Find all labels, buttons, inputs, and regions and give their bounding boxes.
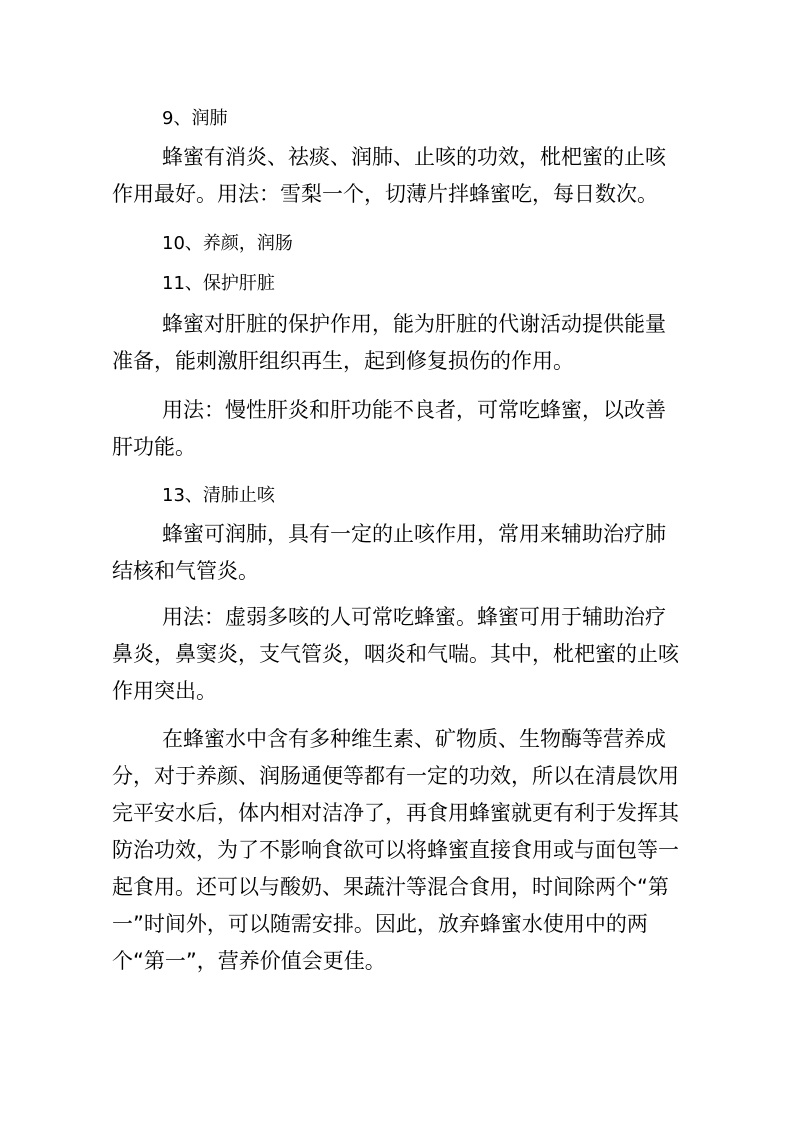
usage-paragraph: 用法：慢性肝炎和肝功能不良者，可常吃蜂蜜，以改善肝功能。 [112, 398, 666, 459]
section-heading-10: 10、养颜，润肠 [162, 233, 293, 254]
body-paragraph: 蜂蜜有消炎、祛痰、润肺、止咳的功效，枇杷蜜的止咳作用最好。用法：雪梨一个，切薄片拌蜂蜜吃，每日数次。 [112, 145, 666, 206]
section-heading-9: 9、润肺 [162, 108, 228, 129]
section-heading-13: 13、清肺止咳 [162, 485, 275, 506]
section-heading-11: 11、保护肝脏 [162, 273, 275, 294]
body-paragraph: 蜂蜜可润肺，具有一定的止咳作用，常用来辅助治疗肺结核和气管炎。 [112, 522, 666, 583]
body-paragraph: 蜂蜜对肝脏的保护作用，能为肝脏的代谢活动提供能量准备，能刺激肝组织再生，起到修复损伤的作用。 [112, 312, 666, 373]
body-paragraph: 在蜂蜜水中含有多种维生素、矿物质、生物酶等营养成分，对于养颜、润肠通便等都有一定的功效，所以在清晨饮用完平安水后，体内相对洁净了，再食用蜂蜜就更有利于发挥其防治功效，为了不影响食欲可以将蜂蜜直接食用或与面包等一起食用。还可以与酸奶、果蔬汁等混合食用，时间除两个“第一”时间外，可以随需安排。因此，放弃蜂蜜水使用中的两个“第一”，营养价值会更佳。 [112, 727, 679, 973]
usage-paragraph: 用法：虚弱多咳的人可常吃蜂蜜。蜂蜜可用于辅助治疗鼻炎，鼻窦炎，支气管炎，咽炎和气喘。其中，枇杷蜜的止咳作用突出。 [112, 605, 679, 703]
